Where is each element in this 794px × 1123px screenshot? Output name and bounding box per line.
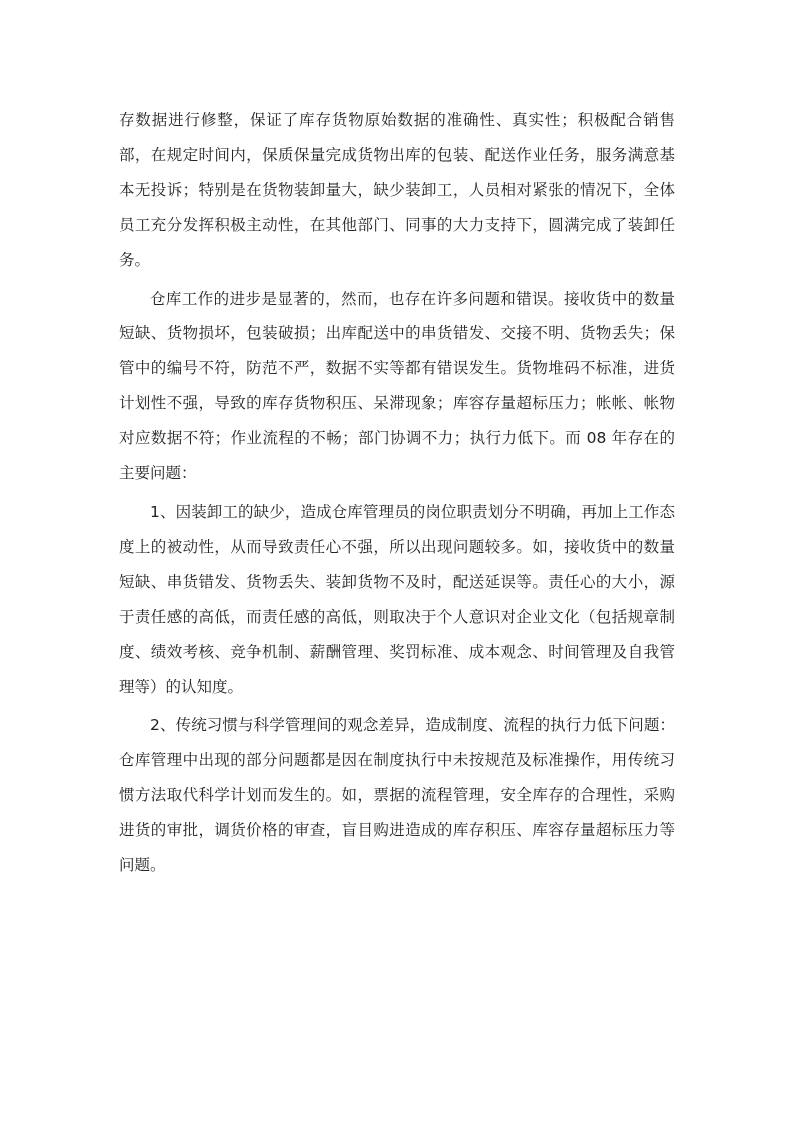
paragraph-3: 1、因装卸工的缺少，造成仓库管理员的岗位职责划分不明确，再加上工作态度上的被动性，从而导致责任心不强，所以出现问题较多。如，接收货中的数量短缺、串货错发、货物丢失、装卸货物不及时，配送延误等。责任心的大小，源于责任感的高低，而责任感的高低，则取决于个人意识对企业文化（包括规章制度、绩效考核、竞争机制、薪酬管理、奖罚标准、成本观念、时间管理及自我管理等）的认知度。 (119, 502, 675, 696)
paragraph-4: 2、传统习惯与科学管理间的观念差异，造成制度、流程的执行力低下问题：仓库管理中出现的部分问题都是因在制度执行中未按规范及标准操作，用传统习惯方法取代科学计划而发生的。如，票据的流程管理，安全库存的合理性，采购进货的审批，调货价格的审查，盲目购进造成的库存积压、库容存量超标压力等问题。 (119, 716, 675, 875)
paragraph-1: 存数据进行修整，保证了库存货物原始数据的准确性、真实性；积极配合销售部，在规定时间内，保质保量完成货物出库的包装、配送作业任务，服务满意基本无投诉；特别是在货物装卸量大，缺少装卸工，人员相对紧张的情况下，全体员工充分发挥积极主动性，在其他部门、同事的大力支持下，圆满完成了装卸任务。 (119, 111, 675, 269)
paragraph-2: 仓库工作的进步是显著的，然而，也存在许多问题和错误。接收货中的数量短缺、货物损坏，包装破损；出库配送中的串货错发、交接不明、货物丢失；保管中的编号不符，防范不严，数据不实等都有错误发生。货物堆码不标准，进货计划性不强，导致的库存货物积压、呆滞现象；库容存量超标压力；帐帐、帐物对应数据不符；作业流程的不畅；部门协调不力；执行力低下。而 08 年存在的主要问题： (119, 289, 675, 483)
document-body (119, 103, 675, 887)
